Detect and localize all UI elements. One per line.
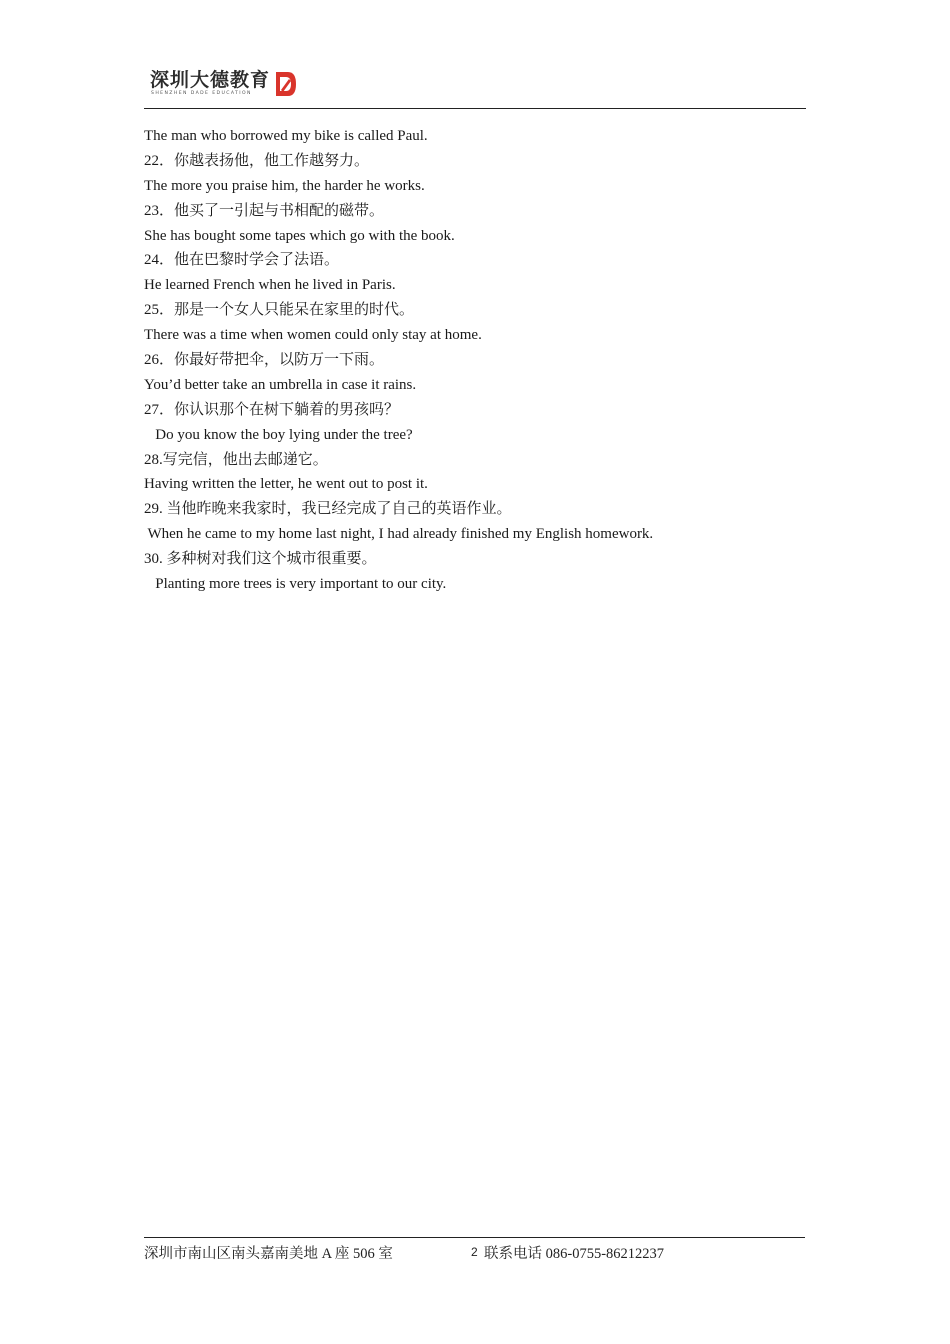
text-line: 25．那是一个女人只能呆在家里的时代。 [144, 302, 415, 319]
logo-english-name: SHENZHEN DADE EDUCATION [151, 91, 252, 96]
text-line: 28.写完信，他出去邮递它。 [144, 451, 328, 468]
page-number: 2 [471, 1245, 478, 1259]
document-body [144, 124, 806, 597]
text-line: Do you know the boy lying under the tree? [144, 426, 413, 443]
text-line: Planting more trees is very important to our city. [144, 576, 447, 593]
text-line: You’d better take an umbrella in case it rains. [144, 376, 417, 393]
text-line: 30. 多种树对我们这个城市很重要。 [144, 551, 377, 568]
company-logo [150, 70, 298, 100]
text-line: 29. 当他昨晚来我家时，我已经完成了自己的英语作业。 [144, 501, 512, 518]
text-line: Having written the letter, he went out to post it. [144, 476, 428, 493]
footer-divider [144, 1237, 805, 1238]
text-line: 23．他买了一引起与书相配的磁带。 [144, 202, 385, 219]
text-line: 27．你认识那个在树下躺着的男孩吗？ [144, 401, 400, 418]
text-line: 24．他在巴黎时学会了法语。 [144, 252, 340, 269]
text-line: When he came to my home last night, I had already finished my English homework. [144, 526, 654, 543]
footer-phone: 联系电话 086-0755-86212237 [484, 1246, 665, 1262]
logo-chinese-name: 深圳大德教育 [150, 69, 271, 91]
text-line: 22．你越表扬他，他工作越努力。 [144, 152, 370, 169]
text-line: There was a time when women could only stay at home. [144, 327, 482, 344]
text-line: 26．你最好带把伞，以防万一下雨。 [144, 352, 385, 369]
page-header [144, 66, 806, 109]
text-line: He learned French when he lived in Paris. [144, 277, 396, 294]
logo-text [150, 70, 270, 97]
text-line: The more you praise him, the harder he works. [144, 177, 425, 194]
logo-mark-icon [274, 70, 298, 98]
footer-address: 深圳市南山区南头嘉南美地 A 座 506 室 [144, 1246, 393, 1262]
text-line: The man who borrowed my bike is called Paul. [144, 128, 428, 144]
text-line: She has bought some tapes which go with the book. [144, 227, 455, 244]
